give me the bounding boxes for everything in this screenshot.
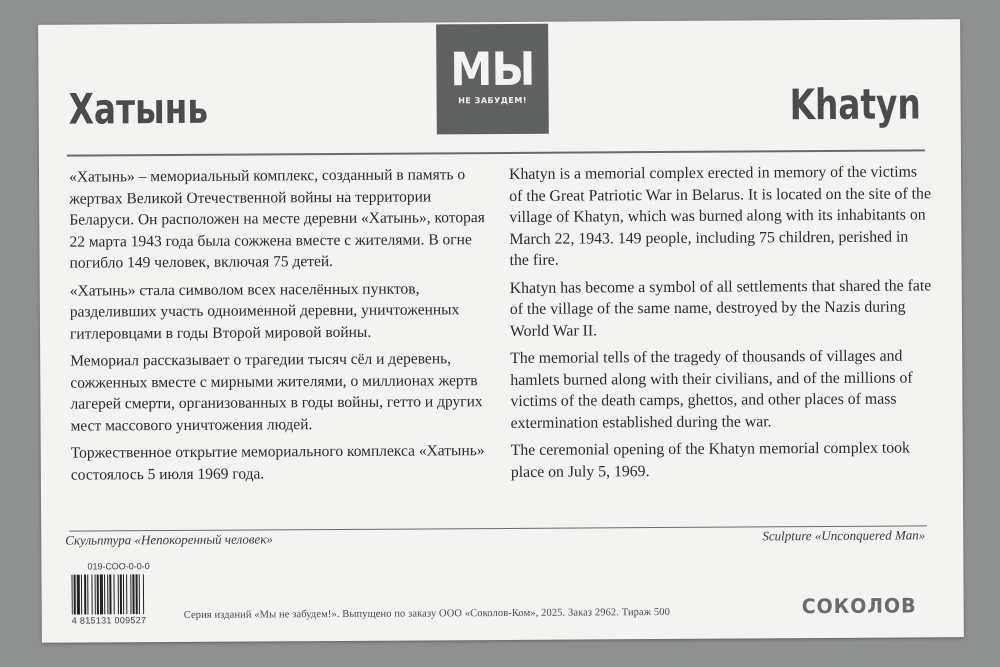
caption-english: Sculpture «Unconquered Man» (762, 527, 926, 544)
en-paragraph: Khatyn is a memorial complex erected in memory of the victims of the Great Patriotic War in Belarus. It is located on the site of the village of Khatyn, which was burned along with its inhabitants on March 22, 1943. 149 people, including 75 children, perished in the fire. (508, 163, 931, 269)
english-text-column (509, 161, 933, 489)
top-divider (67, 149, 925, 156)
title-russian: Хатынь (68, 83, 209, 134)
brand-logo: СОКОЛОВ (801, 593, 917, 619)
publisher-imprint: Серия изданий «Мы не забудем!». Выпущено по заказу ООО «Соколов-Ком», 2025. Заказ 2962. Тираж 500 (183, 606, 670, 621)
en-paragraph: The memorial tells of the tragedy of thousands of villages and hamlets burned along with their civilians, and of the millions of victims of the death camps, ghettos, and other places of mass extermination established during the war. (510, 347, 913, 432)
ru-paragraph: «Хатынь» – мемориальный комплекс, созданный в память о жертвах Великой Отечественной войны на территории Беларуси. Он расположен на месте деревни «Хатынь», которая 22 марта 1943 года была сожжена вместе с жителями. В огне погибло 149 человек, включая 75 детей. (69, 166, 485, 272)
russian-text-column (69, 164, 491, 492)
caption-russian: Скульптура «Непокоренный человек» (65, 531, 273, 548)
title-english: Khatyn (789, 79, 921, 130)
en-paragraph: Khatyn has become a symbol of all settlements that shared the fate of the village of the same name, destroyed by the Nazis during World War II. (509, 276, 932, 340)
barcode-digits: 4 815131 009527 (71, 615, 147, 626)
logo-sub-text: НЕ ЗАБУДЕМ! (458, 95, 528, 106)
ru-paragraph: Торжественное открытие мемориального комплекса «Хатынь» состоялось 5 июля 1969 года. (70, 442, 485, 484)
postcard (38, 19, 964, 643)
ru-paragraph: «Хатынь» стала символом всех населённых пунктов, разделивших участь одноименной деревни, уничтоженных гитлеровцами в годы Второй мировой войны. (69, 279, 460, 343)
product-code: 019-СОО-0-0-0 (87, 561, 150, 572)
barcode-image (71, 574, 171, 615)
en-paragraph: The ceremonial opening of the Khatyn memorial complex took place on July 5, 1969. (510, 439, 910, 481)
logo-main-text: МЫ (450, 41, 535, 97)
ru-paragraph: Мемориал рассказывает о трагедии тысяч сёл и деревень, сожженных вместе с мирными жителями, о миллионах жертв лагерей смерти, организованных в годы войны, гетто и других мест массового уничтожения людей. (70, 350, 483, 435)
logo-block (436, 24, 549, 135)
